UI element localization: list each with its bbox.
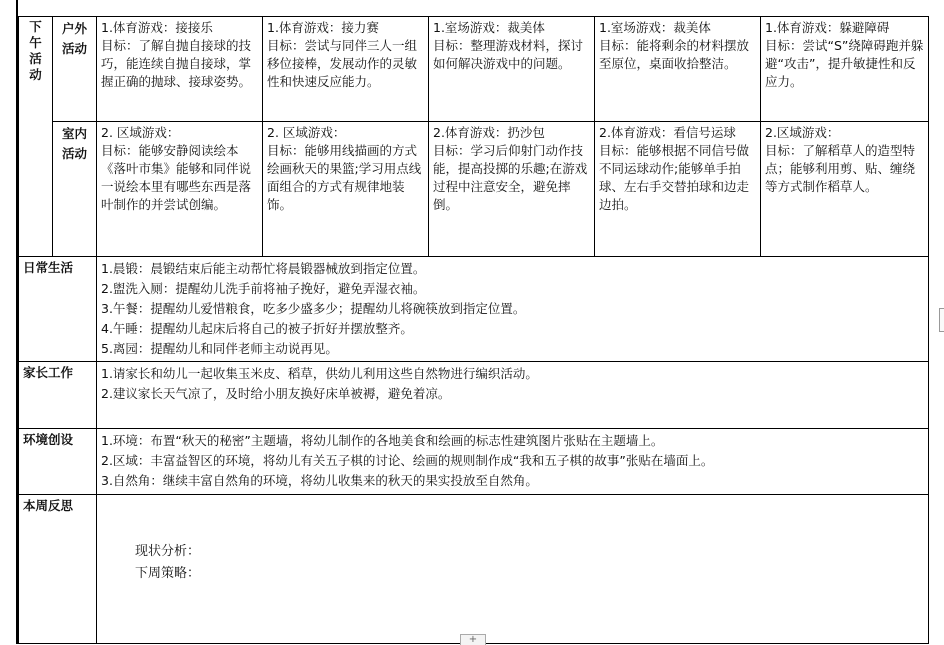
activity-goal: 目标：能够安静阅读绘本《落叶市集》能够和同伴说一说绘本里有哪些东西是落叶制作的并尝试创编。 bbox=[101, 143, 252, 212]
activity-title: 1.体育游戏：躲避障碍 bbox=[765, 20, 890, 35]
parents-content bbox=[97, 362, 929, 429]
activity-goal: 目标：能够根据不同信号做不同运球动作;能够单手拍球、左右手交替拍球和边走边拍。 bbox=[599, 143, 750, 212]
side-scroll-handle[interactable] bbox=[939, 308, 944, 332]
activity-goal: 目标：整理游戏材料，探讨如何解决游戏中的问题。 bbox=[433, 38, 584, 71]
activity-goal: 目标：能够用线描画的方式绘画秋天的果篮;学习用点线面组合的方式有规律地装饰。 bbox=[267, 143, 422, 212]
environment-content bbox=[97, 429, 929, 495]
outdoor-cell-thu bbox=[595, 17, 761, 122]
list-item: 2.区域：丰富益智区的环境，将幼儿有关五子棋的讨论、绘画的规则制作成“我和五子棋的故事”张贴在墙面上。 bbox=[101, 453, 714, 468]
outdoor-cell-wed bbox=[429, 17, 595, 122]
activity-title: 1.体育游戏：接力赛 bbox=[267, 20, 379, 35]
activity-goal: 目标：尝试“S”绕障碍跑并躲避“攻击”，提升敏捷性和反应力。 bbox=[765, 38, 924, 89]
parents-row bbox=[19, 362, 929, 429]
indoor-label-cell bbox=[53, 122, 97, 257]
environment-label: 环境创设 bbox=[19, 429, 97, 495]
outdoor-label: 户外活动 bbox=[61, 21, 87, 56]
daily-life-content bbox=[97, 257, 929, 362]
weekly-plan-table bbox=[18, 16, 929, 644]
indoor-cell-thu bbox=[595, 122, 761, 257]
environment-row bbox=[19, 429, 929, 495]
activity-title: 2.体育游戏：看信号运球 bbox=[599, 125, 736, 140]
activity-title: 2. 区域游戏： bbox=[267, 125, 346, 140]
reflection-row bbox=[19, 495, 929, 644]
indoor-cell-fri bbox=[761, 122, 929, 257]
list-item: 1.请家长和幼儿一起收集玉米皮、稻草，供幼儿利用这些自然物进行编织活动。 bbox=[101, 366, 538, 381]
indoor-cell-tue bbox=[263, 122, 429, 257]
parents-label: 家长工作 bbox=[19, 362, 97, 429]
activity-goal: 目标：能将剩余的材料摆放至原位，桌面收拾整洁。 bbox=[599, 38, 750, 71]
activity-title: 2.体育游戏：扔沙包 bbox=[433, 125, 545, 140]
list-item: 2.盥洗入厕：提醒幼儿洗手前将袖子挽好，避免弄湿衣袖。 bbox=[101, 281, 426, 296]
list-item: 4.午睡：提醒幼儿起床后将自己的被子折好并摆放整齐。 bbox=[101, 321, 413, 336]
outdoor-row bbox=[19, 17, 929, 122]
afternoon-label-cell bbox=[19, 17, 53, 257]
next-strategy-label: 下周策略： bbox=[135, 566, 201, 581]
list-item: 3.自然角：继续丰富自然角的环境，将幼儿收集来的秋天的果实投放至自然角。 bbox=[101, 473, 538, 488]
indoor-row bbox=[19, 122, 929, 257]
activity-title: 1.室场游戏：裁美体 bbox=[433, 20, 545, 35]
afternoon-label: 下午活动 bbox=[29, 19, 42, 82]
list-item: 1.环境：布置“秋天的秘密”主题墙，将幼儿制作的各地美食和绘画的标志性建筑图片张贴在主题墙上。 bbox=[101, 433, 664, 448]
current-analysis-label: 现状分析： bbox=[135, 544, 201, 559]
activity-goal: 目标：尝试与同伴三人一组移位接棒，发展动作的灵敏性和快速反应能力。 bbox=[267, 38, 418, 89]
activity-title: 1.体育游戏：接接乐 bbox=[101, 20, 213, 35]
indoor-cell-mon bbox=[97, 122, 263, 257]
reflection-label: 本周反思 bbox=[19, 495, 97, 644]
outdoor-label-cell bbox=[53, 17, 97, 122]
list-item: 5.离园：提醒幼儿和同伴老师主动说再见。 bbox=[101, 341, 338, 356]
indoor-cell-wed bbox=[429, 122, 595, 257]
activity-title: 1.室场游戏：裁美体 bbox=[599, 20, 711, 35]
outdoor-cell-tue bbox=[263, 17, 429, 122]
reflection-content[interactable] bbox=[97, 495, 929, 644]
activity-goal: 目标：了解稻草人的造型特点；能够利用剪、贴、缠绕等方式制作稻草人。 bbox=[765, 143, 916, 194]
outdoor-cell-mon bbox=[97, 17, 263, 122]
indoor-label: 室内活动 bbox=[61, 126, 87, 161]
add-row-button[interactable]: + bbox=[460, 634, 486, 645]
daily-life-label: 日常生活 bbox=[19, 257, 97, 362]
list-item: 2.建议家长天气凉了，及时给小朋友换好床单被褥，避免着凉。 bbox=[101, 386, 451, 401]
outdoor-cell-fri bbox=[761, 17, 929, 122]
daily-life-row bbox=[19, 257, 929, 362]
list-item: 3.午餐：提醒幼儿爱惜粮食，吃多少盛多少；提醒幼儿将碗筷放到指定位置。 bbox=[101, 301, 526, 316]
activity-title: 2.区域游戏： bbox=[765, 125, 840, 140]
activity-goal: 目标：了解自抛自接球的技巧，能连续自抛自接球，掌握正确的抛球、接球姿势。 bbox=[101, 38, 252, 89]
activity-goal: 目标：学习后仰射门动作技能，提高投掷的乐趣;在游戏过程中注意安全，避免摔倒。 bbox=[433, 143, 588, 212]
activity-title: 2. 区域游戏： bbox=[101, 125, 180, 140]
list-item: 1.晨锻：晨锻结束后能主动帮忙将晨锻器械放到指定位置。 bbox=[101, 261, 426, 276]
